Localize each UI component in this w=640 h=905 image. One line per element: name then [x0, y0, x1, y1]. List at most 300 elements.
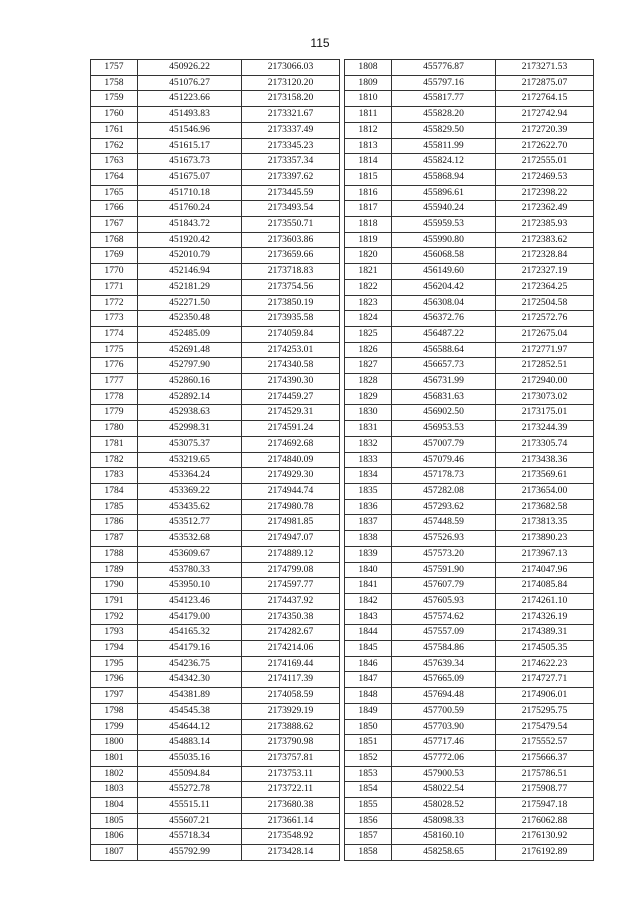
table-row	[91, 60, 340, 76]
y-coordinate-cell: 2173569.61	[496, 468, 594, 484]
table-row	[345, 641, 594, 657]
y-coordinate-cell: 2175908.77	[496, 782, 594, 798]
y-coordinate-cell: 2172675.04	[496, 326, 594, 342]
point-number-cell: 1849	[345, 703, 392, 719]
x-coordinate-cell: 457605.93	[392, 593, 496, 609]
y-coordinate-cell: 2173722.11	[242, 782, 340, 798]
x-coordinate-cell: 453435.62	[138, 499, 242, 515]
y-coordinate-cell: 2174085.84	[496, 578, 594, 594]
point-number-cell: 1822	[345, 279, 392, 295]
y-coordinate-cell: 2172572.76	[496, 311, 594, 327]
point-number-cell: 1784	[91, 483, 138, 499]
table-row	[345, 389, 594, 405]
y-coordinate-cell: 2175666.37	[496, 750, 594, 766]
point-number-cell: 1856	[345, 813, 392, 829]
y-coordinate-cell: 2174059.84	[242, 326, 340, 342]
y-coordinate-cell: 2174282.67	[242, 625, 340, 641]
point-number-cell: 1857	[345, 829, 392, 845]
x-coordinate-cell: 454236.75	[138, 656, 242, 672]
table-row	[91, 389, 340, 405]
point-number-cell: 1818	[345, 217, 392, 233]
x-coordinate-cell: 455792.99	[138, 845, 242, 861]
point-number-cell: 1808	[345, 60, 392, 76]
table-row	[91, 421, 340, 437]
table-row	[345, 499, 594, 515]
x-coordinate-cell: 454644.12	[138, 719, 242, 735]
y-coordinate-cell: 2173438.36	[496, 452, 594, 468]
y-coordinate-cell: 2174350.38	[242, 609, 340, 625]
y-coordinate-cell: 2174529.31	[242, 405, 340, 421]
x-coordinate-cell: 456204.42	[392, 279, 496, 295]
table-row	[91, 185, 340, 201]
table-row	[91, 138, 340, 154]
y-coordinate-cell: 2173428.14	[242, 845, 340, 861]
y-coordinate-cell: 2173890.23	[496, 531, 594, 547]
y-coordinate-cell: 2172362.49	[496, 201, 594, 217]
point-number-cell: 1814	[345, 154, 392, 170]
table-row	[91, 798, 340, 814]
table-row	[91, 91, 340, 107]
coordinate-table-right	[344, 59, 594, 861]
y-coordinate-cell: 2173718.83	[242, 264, 340, 280]
table-row	[345, 326, 594, 342]
x-coordinate-cell: 452892.14	[138, 389, 242, 405]
point-number-cell: 1792	[91, 609, 138, 625]
y-coordinate-cell: 2174390.30	[242, 374, 340, 390]
x-coordinate-cell: 457557.09	[392, 625, 496, 641]
y-coordinate-cell: 2173305.74	[496, 436, 594, 452]
x-coordinate-cell: 455990.80	[392, 232, 496, 248]
point-number-cell: 1806	[91, 829, 138, 845]
table-row	[345, 593, 594, 609]
x-coordinate-cell: 454883.14	[138, 735, 242, 751]
y-coordinate-cell: 2175295.75	[496, 703, 594, 719]
point-number-cell: 1852	[345, 750, 392, 766]
point-number-cell: 1795	[91, 656, 138, 672]
point-number-cell: 1828	[345, 374, 392, 390]
table-row	[345, 248, 594, 264]
x-coordinate-cell: 457665.09	[392, 672, 496, 688]
point-number-cell: 1759	[91, 91, 138, 107]
table-row	[345, 342, 594, 358]
table-row	[91, 656, 340, 672]
point-number-cell: 1776	[91, 358, 138, 374]
point-number-cell: 1830	[345, 405, 392, 421]
y-coordinate-cell: 2172720.39	[496, 122, 594, 138]
table-row	[345, 217, 594, 233]
y-coordinate-cell: 2172364.25	[496, 279, 594, 295]
x-coordinate-cell: 451675.07	[138, 169, 242, 185]
table-row	[91, 766, 340, 782]
point-number-cell: 1794	[91, 641, 138, 657]
table-row	[345, 264, 594, 280]
x-coordinate-cell: 453364.24	[138, 468, 242, 484]
point-number-cell: 1837	[345, 515, 392, 531]
x-coordinate-cell: 453950.10	[138, 578, 242, 594]
point-number-cell: 1799	[91, 719, 138, 735]
x-coordinate-cell: 455829.50	[392, 122, 496, 138]
x-coordinate-cell: 453369.22	[138, 483, 242, 499]
x-coordinate-cell: 453512.77	[138, 515, 242, 531]
table-row	[91, 688, 340, 704]
table-row	[345, 703, 594, 719]
y-coordinate-cell: 2172328.84	[496, 248, 594, 264]
x-coordinate-cell: 458098.33	[392, 813, 496, 829]
y-coordinate-cell: 2175479.54	[496, 719, 594, 735]
page-number: 115	[310, 36, 330, 50]
table-row	[91, 75, 340, 91]
point-number-cell: 1771	[91, 279, 138, 295]
table-row	[345, 562, 594, 578]
y-coordinate-cell: 2174389.31	[496, 625, 594, 641]
table-row	[345, 201, 594, 217]
point-number-cell: 1853	[345, 766, 392, 782]
x-coordinate-cell: 457079.46	[392, 452, 496, 468]
table-row	[91, 122, 340, 138]
point-number-cell: 1770	[91, 264, 138, 280]
table-row	[91, 845, 340, 861]
x-coordinate-cell: 454123.46	[138, 593, 242, 609]
table-row	[91, 248, 340, 264]
table-row	[91, 264, 340, 280]
table-row	[345, 782, 594, 798]
point-number-cell: 1841	[345, 578, 392, 594]
y-coordinate-cell: 2173790.98	[242, 735, 340, 751]
x-coordinate-cell: 454545.38	[138, 703, 242, 719]
point-number-cell: 1816	[345, 185, 392, 201]
x-coordinate-cell: 455718.34	[138, 829, 242, 845]
point-number-cell: 1764	[91, 169, 138, 185]
point-number-cell: 1821	[345, 264, 392, 280]
table-row	[91, 295, 340, 311]
point-number-cell: 1805	[91, 813, 138, 829]
y-coordinate-cell: 2173754.56	[242, 279, 340, 295]
table-row	[345, 531, 594, 547]
y-coordinate-cell: 2172622.70	[496, 138, 594, 154]
point-number-cell: 1797	[91, 688, 138, 704]
table-row	[345, 358, 594, 374]
x-coordinate-cell: 451615.17	[138, 138, 242, 154]
point-number-cell: 1803	[91, 782, 138, 798]
point-number-cell: 1850	[345, 719, 392, 735]
table-row	[345, 750, 594, 766]
y-coordinate-cell: 2172875.07	[496, 75, 594, 91]
table-row	[91, 578, 340, 594]
y-coordinate-cell: 2172771.97	[496, 342, 594, 358]
y-coordinate-cell: 2174799.08	[242, 562, 340, 578]
table-row	[345, 122, 594, 138]
point-number-cell: 1763	[91, 154, 138, 170]
point-number-cell: 1846	[345, 656, 392, 672]
table-row	[91, 515, 340, 531]
y-coordinate-cell: 2172940.00	[496, 374, 594, 390]
x-coordinate-cell: 451493.83	[138, 107, 242, 123]
y-coordinate-cell: 2174437.92	[242, 593, 340, 609]
y-coordinate-cell: 2173753.11	[242, 766, 340, 782]
y-coordinate-cell: 2173445.59	[242, 185, 340, 201]
x-coordinate-cell: 458258.65	[392, 845, 496, 861]
x-coordinate-cell: 457639.34	[392, 656, 496, 672]
y-coordinate-cell: 2173757.81	[242, 750, 340, 766]
y-coordinate-cell: 2172555.01	[496, 154, 594, 170]
y-coordinate-cell: 2173337.49	[242, 122, 340, 138]
point-number-cell: 1840	[345, 562, 392, 578]
point-number-cell: 1769	[91, 248, 138, 264]
table-row	[91, 279, 340, 295]
table-row	[345, 421, 594, 437]
x-coordinate-cell: 456902.50	[392, 405, 496, 421]
y-coordinate-cell: 2173493.54	[242, 201, 340, 217]
point-number-cell: 1844	[345, 625, 392, 641]
table-row	[91, 468, 340, 484]
y-coordinate-cell: 2172504.58	[496, 295, 594, 311]
table-row	[345, 405, 594, 421]
point-number-cell: 1845	[345, 641, 392, 657]
y-coordinate-cell: 2174117.39	[242, 672, 340, 688]
y-coordinate-cell: 2174340.58	[242, 358, 340, 374]
point-number-cell: 1820	[345, 248, 392, 264]
table-row	[91, 735, 340, 751]
y-coordinate-cell: 2173345.23	[242, 138, 340, 154]
table-row	[345, 374, 594, 390]
point-number-cell: 1813	[345, 138, 392, 154]
point-number-cell: 1800	[91, 735, 138, 751]
x-coordinate-cell: 457293.62	[392, 499, 496, 515]
point-number-cell: 1790	[91, 578, 138, 594]
x-coordinate-cell: 455817.77	[392, 91, 496, 107]
table-row	[91, 311, 340, 327]
x-coordinate-cell: 458022.54	[392, 782, 496, 798]
table-row	[345, 436, 594, 452]
table-row	[91, 531, 340, 547]
table-row	[345, 813, 594, 829]
y-coordinate-cell: 2174889.12	[242, 546, 340, 562]
x-coordinate-cell: 452010.79	[138, 248, 242, 264]
x-coordinate-cell: 452350.48	[138, 311, 242, 327]
x-coordinate-cell: 450926.22	[138, 60, 242, 76]
y-coordinate-cell: 2174929.30	[242, 468, 340, 484]
table-row	[345, 829, 594, 845]
point-number-cell: 1817	[345, 201, 392, 217]
point-number-cell: 1762	[91, 138, 138, 154]
table-row	[91, 703, 340, 719]
x-coordinate-cell: 457007.79	[392, 436, 496, 452]
point-number-cell: 1832	[345, 436, 392, 452]
point-number-cell: 1788	[91, 546, 138, 562]
x-coordinate-cell: 452146.94	[138, 264, 242, 280]
table-row	[91, 829, 340, 845]
y-coordinate-cell: 2174597.77	[242, 578, 340, 594]
y-coordinate-cell: 2173244.39	[496, 421, 594, 437]
x-coordinate-cell: 451673.73	[138, 154, 242, 170]
y-coordinate-cell: 2174169.44	[242, 656, 340, 672]
x-coordinate-cell: 452938.63	[138, 405, 242, 421]
point-number-cell: 1839	[345, 546, 392, 562]
point-number-cell: 1807	[91, 845, 138, 861]
x-coordinate-cell: 451076.27	[138, 75, 242, 91]
y-coordinate-cell: 2173073.02	[496, 389, 594, 405]
point-number-cell: 1847	[345, 672, 392, 688]
y-coordinate-cell: 2174980.78	[242, 499, 340, 515]
x-coordinate-cell: 455272.78	[138, 782, 242, 798]
point-number-cell: 1767	[91, 217, 138, 233]
table-row	[345, 185, 594, 201]
y-coordinate-cell: 2174906.01	[496, 688, 594, 704]
x-coordinate-cell: 457703.90	[392, 719, 496, 735]
point-number-cell: 1793	[91, 625, 138, 641]
table-row	[91, 641, 340, 657]
x-coordinate-cell: 455824.12	[392, 154, 496, 170]
x-coordinate-cell: 456487.22	[392, 326, 496, 342]
table-row	[345, 169, 594, 185]
table-row	[91, 593, 340, 609]
y-coordinate-cell: 2174261.10	[496, 593, 594, 609]
y-coordinate-cell: 2173682.58	[496, 499, 594, 515]
x-coordinate-cell: 455940.24	[392, 201, 496, 217]
point-number-cell: 1768	[91, 232, 138, 248]
y-coordinate-cell: 2173175.01	[496, 405, 594, 421]
y-coordinate-cell: 2174326.19	[496, 609, 594, 625]
table-row	[91, 107, 340, 123]
y-coordinate-cell: 2173397.62	[242, 169, 340, 185]
y-coordinate-cell: 2174947.07	[242, 531, 340, 547]
table-row	[91, 562, 340, 578]
point-number-cell: 1819	[345, 232, 392, 248]
x-coordinate-cell: 457574.62	[392, 609, 496, 625]
x-coordinate-cell: 457700.59	[392, 703, 496, 719]
point-number-cell: 1812	[345, 122, 392, 138]
point-number-cell: 1811	[345, 107, 392, 123]
table-row	[91, 499, 340, 515]
table-row	[345, 483, 594, 499]
y-coordinate-cell: 2172764.15	[496, 91, 594, 107]
point-number-cell: 1851	[345, 735, 392, 751]
table-row	[345, 279, 594, 295]
point-number-cell: 1766	[91, 201, 138, 217]
table-row	[91, 217, 340, 233]
point-number-cell: 1848	[345, 688, 392, 704]
table-row	[345, 515, 594, 531]
y-coordinate-cell: 2174047.96	[496, 562, 594, 578]
table-row	[91, 719, 340, 735]
y-coordinate-cell: 2175552.57	[496, 735, 594, 751]
x-coordinate-cell: 456588.64	[392, 342, 496, 358]
point-number-cell: 1772	[91, 295, 138, 311]
x-coordinate-cell: 457607.79	[392, 578, 496, 594]
y-coordinate-cell: 2173321.67	[242, 107, 340, 123]
y-coordinate-cell: 2173813.35	[496, 515, 594, 531]
point-number-cell: 1829	[345, 389, 392, 405]
point-number-cell: 1757	[91, 60, 138, 76]
table-row	[345, 735, 594, 751]
x-coordinate-cell: 455959.53	[392, 217, 496, 233]
x-coordinate-cell: 451710.18	[138, 185, 242, 201]
x-coordinate-cell: 453532.68	[138, 531, 242, 547]
x-coordinate-cell: 456953.53	[392, 421, 496, 437]
table-row	[345, 154, 594, 170]
table-row	[345, 609, 594, 625]
point-number-cell: 1773	[91, 311, 138, 327]
point-number-cell: 1854	[345, 782, 392, 798]
point-number-cell: 1824	[345, 311, 392, 327]
point-number-cell: 1831	[345, 421, 392, 437]
y-coordinate-cell: 2174944.74	[242, 483, 340, 499]
point-number-cell: 1779	[91, 405, 138, 421]
y-coordinate-cell: 2174058.59	[242, 688, 340, 704]
x-coordinate-cell: 452998.31	[138, 421, 242, 437]
point-number-cell: 1801	[91, 750, 138, 766]
point-number-cell: 1786	[91, 515, 138, 531]
x-coordinate-cell: 455035.16	[138, 750, 242, 766]
table-row	[91, 782, 340, 798]
table-row	[91, 609, 340, 625]
x-coordinate-cell: 457591.90	[392, 562, 496, 578]
table-row	[345, 798, 594, 814]
x-coordinate-cell: 456831.63	[392, 389, 496, 405]
y-coordinate-cell: 2176130.92	[496, 829, 594, 845]
point-number-cell: 1787	[91, 531, 138, 547]
point-number-cell: 1809	[345, 75, 392, 91]
x-coordinate-cell: 452181.29	[138, 279, 242, 295]
x-coordinate-cell: 451546.96	[138, 122, 242, 138]
table-row	[91, 326, 340, 342]
point-number-cell: 1758	[91, 75, 138, 91]
table-row	[91, 405, 340, 421]
x-coordinate-cell: 452860.16	[138, 374, 242, 390]
x-coordinate-cell: 457282.08	[392, 483, 496, 499]
point-number-cell: 1810	[345, 91, 392, 107]
table-row	[91, 358, 340, 374]
x-coordinate-cell: 454165.32	[138, 625, 242, 641]
table-row	[345, 656, 594, 672]
point-number-cell: 1858	[345, 845, 392, 861]
point-number-cell: 1780	[91, 421, 138, 437]
x-coordinate-cell: 455776.87	[392, 60, 496, 76]
x-coordinate-cell: 457584.86	[392, 641, 496, 657]
coordinate-table-left	[90, 59, 340, 861]
x-coordinate-cell: 455094.84	[138, 766, 242, 782]
y-coordinate-cell: 2172469.53	[496, 169, 594, 185]
y-coordinate-cell: 2172385.93	[496, 217, 594, 233]
x-coordinate-cell: 452485.09	[138, 326, 242, 342]
table-row	[345, 60, 594, 76]
table-row	[345, 452, 594, 468]
x-coordinate-cell: 451760.24	[138, 201, 242, 217]
point-number-cell: 1782	[91, 452, 138, 468]
point-number-cell: 1796	[91, 672, 138, 688]
y-coordinate-cell: 2174591.24	[242, 421, 340, 437]
table-row	[345, 311, 594, 327]
x-coordinate-cell: 452271.50	[138, 295, 242, 311]
point-number-cell: 1778	[91, 389, 138, 405]
x-coordinate-cell: 451920.42	[138, 232, 242, 248]
y-coordinate-cell: 2174727.71	[496, 672, 594, 688]
table-row	[345, 295, 594, 311]
table-row	[91, 750, 340, 766]
point-number-cell: 1834	[345, 468, 392, 484]
x-coordinate-cell: 455896.61	[392, 185, 496, 201]
y-coordinate-cell: 2173158.20	[242, 91, 340, 107]
point-number-cell: 1777	[91, 374, 138, 390]
y-coordinate-cell: 2173850.19	[242, 295, 340, 311]
point-number-cell: 1781	[91, 436, 138, 452]
x-coordinate-cell: 457717.46	[392, 735, 496, 751]
table-row	[91, 546, 340, 562]
point-number-cell: 1827	[345, 358, 392, 374]
x-coordinate-cell: 453609.67	[138, 546, 242, 562]
point-number-cell: 1835	[345, 483, 392, 499]
y-coordinate-cell: 2173929.19	[242, 703, 340, 719]
